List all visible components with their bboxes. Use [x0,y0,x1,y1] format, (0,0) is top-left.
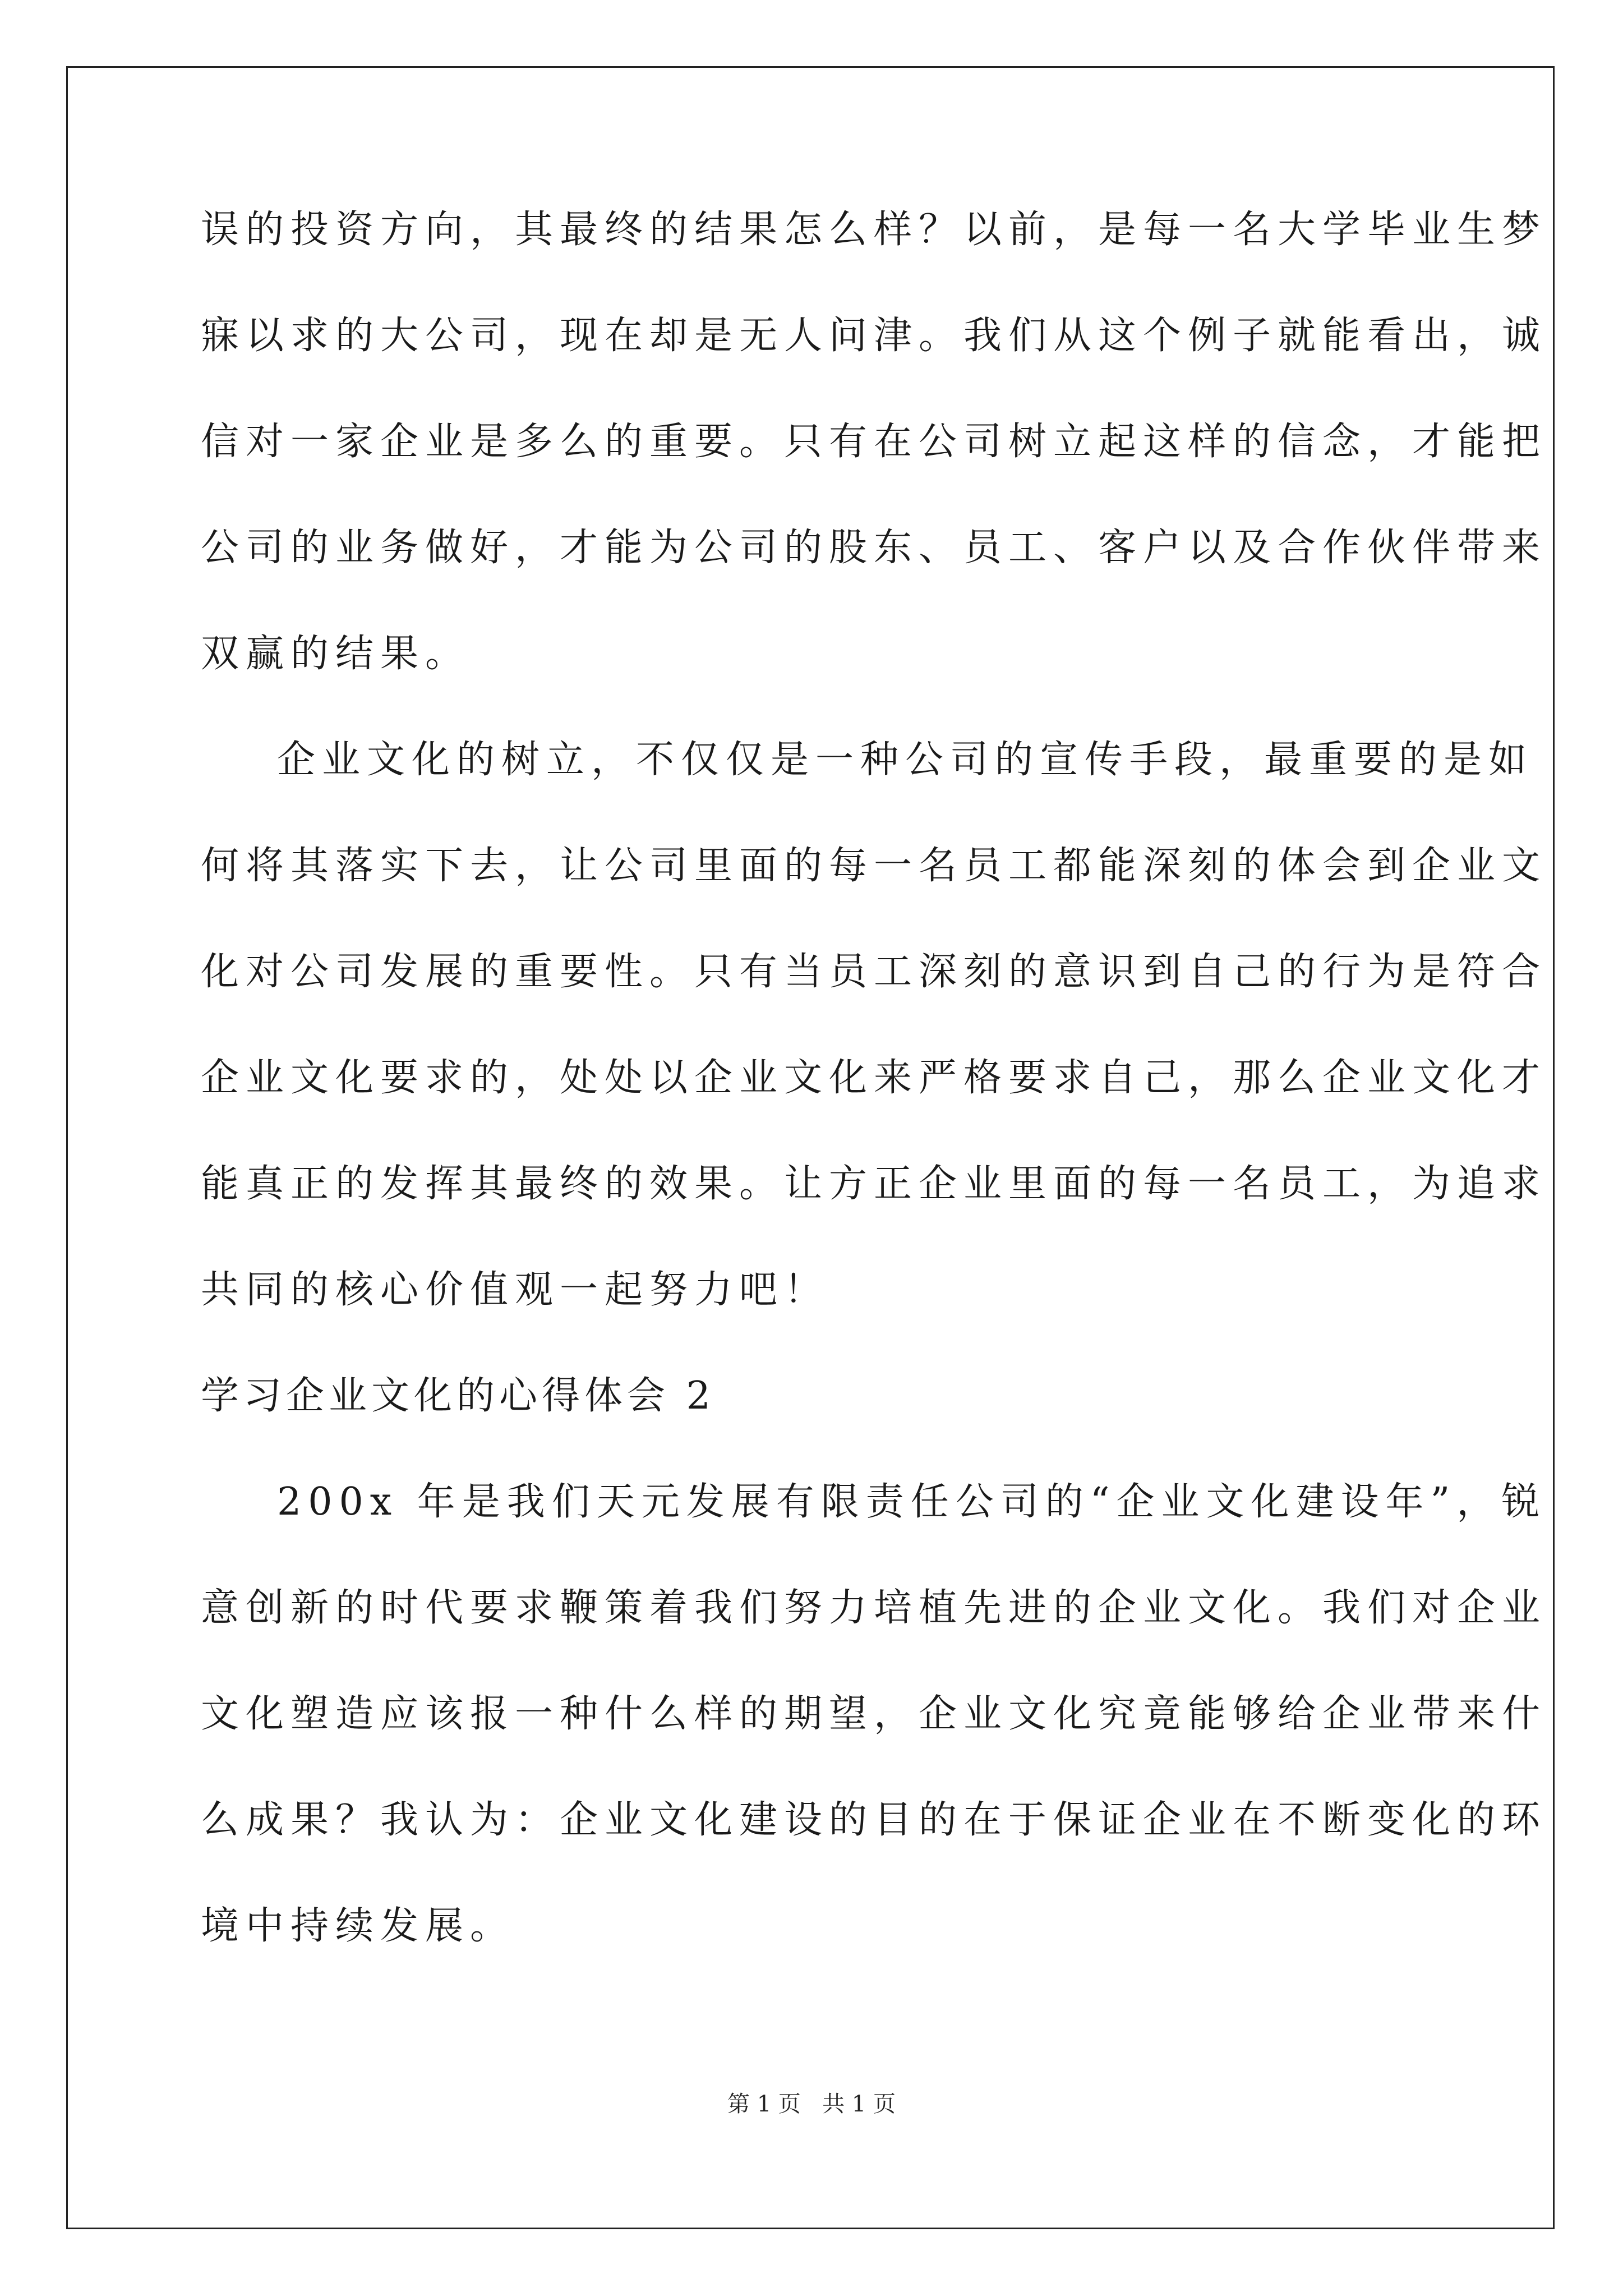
section-heading: 学习企业文化的心得体会 2 [201,1374,715,1418]
text-line: 境中持续发展。 [201,1904,515,1948]
document-body [201,208,1547,2010]
text-line: 共同的核心价值观一起努力吧！ [201,1268,829,1312]
text-line: 能真正的发挥其最终的效果。让方正企业里面的每一名员工，为追求 [201,1162,1547,1206]
text-line: 双赢的结果。 [201,632,471,676]
text-line: 么成果？我认为：企业文化建设的目的在于保证企业在不断变化的环 [201,1798,1547,1842]
text-line: 信对一家企业是多么的重要。只有在公司树立起这样的信念，才能把 [201,420,1547,464]
text-line: 企业文化要求的，处处以企业文化来严格要求自己，那么企业文化才 [201,1056,1547,1100]
paragraph [201,208,1547,738]
text-line: 公司的业务做好，才能为公司的股东、员工、客户以及合作伙伴带来 [201,526,1547,570]
text-line: 200x 年是我们天元发展有限责任公司的“企业文化建设年”，锐 [277,1480,1547,1524]
text-line: 何将其落实下去，让公司里面的每一名员工都能深刻的体会到企业文 [201,844,1547,888]
paragraph [201,738,1547,1374]
text-line: 寐以求的大公司，现在却是无人问津。我们从这个例子就能看出，诚 [201,314,1547,358]
text-line: 意创新的时代要求鞭策着我们努力培植先进的企业文化。我们对企业 [201,1586,1547,1630]
text-line: 文化塑造应该报一种什么样的期望，企业文化究竟能够给企业带来什 [201,1692,1547,1736]
text-line: 误的投资方向，其最终的结果怎么样？以前，是每一名大学毕业生梦 [201,208,1547,252]
paragraph [201,1480,1547,2010]
text-line: 企业文化的树立，不仅仅是一种公司的宣传手段，最重要的是如 [277,738,1534,782]
page-footer: 第 1 页 共 1 页 [727,2091,896,2117]
text-line: 化对公司发展的重要性。只有当员工深刻的意识到自己的行为是符合 [201,950,1547,994]
